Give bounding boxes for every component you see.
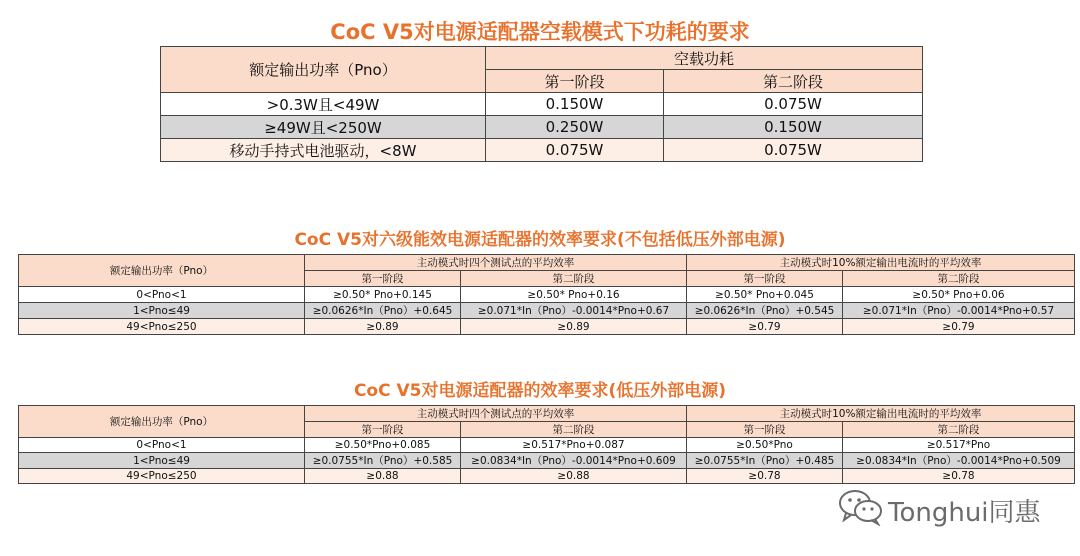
noload-power-table bbox=[160, 46, 923, 162]
table3-title: CoC V5对电源适配器的效率要求(低压外部电源) bbox=[353, 381, 727, 401]
cell-stage2: 0.150W bbox=[664, 116, 923, 139]
cell-value: ≥0.79 bbox=[687, 319, 843, 335]
cell-value: ≥0.89 bbox=[305, 319, 461, 335]
cell-value: ≥0.88 bbox=[461, 469, 687, 484]
cell-stage2: 0.075W bbox=[664, 93, 923, 116]
header-stage2: 第二阶段 bbox=[461, 271, 687, 287]
table2-title: CoC V5对六级能效电源适配器的效率要求(不包括低压外部电源) bbox=[294, 230, 786, 250]
cell-value: ≥0.0834*In（Pno）-0.0014*Pno+0.609 bbox=[461, 453, 687, 469]
cell-range: 移动手持式电池驱动，<8W bbox=[161, 139, 486, 162]
cell-range: 1<Pno≤49 bbox=[19, 303, 305, 319]
header-stage1: 第一阶段 bbox=[687, 271, 843, 287]
cell-value: ≥0.88 bbox=[305, 469, 461, 484]
table1-title: CoC V5对电源适配器空载模式下功耗的要求 bbox=[330, 20, 750, 44]
cell-value: ≥0.0755*In（Pno）+0.585 bbox=[305, 453, 461, 469]
cell-value: ≥0.78 bbox=[843, 469, 1075, 484]
cell-range: ≥49W且<250W bbox=[161, 116, 486, 139]
cell-value: ≥0.50* Pno+0.16 bbox=[461, 287, 687, 303]
watermark-text: Tonghui同惠 bbox=[888, 498, 1041, 528]
cell-value: ≥0.50* Pno+0.045 bbox=[687, 287, 843, 303]
cell-stage1: 0.150W bbox=[486, 93, 664, 116]
header-rated-power: 额定输出功率（Pno） bbox=[19, 406, 305, 438]
header-noload-power: 空载功耗 bbox=[486, 47, 923, 70]
cell-value: ≥0.50*Pno bbox=[687, 438, 843, 453]
header-stage2: 第二阶段 bbox=[843, 422, 1075, 438]
cell-value: ≥0.50*Pno+0.085 bbox=[305, 438, 461, 453]
table-row bbox=[19, 453, 1075, 469]
cell-value: ≥0.0755*In（Pno）+0.485 bbox=[687, 453, 843, 469]
cell-value: ≥0.517*Pno bbox=[843, 438, 1075, 453]
cell-value: ≥0.0626*In（Pno）+0.545 bbox=[687, 303, 843, 319]
cell-stage1: 0.250W bbox=[486, 116, 664, 139]
cell-value: ≥0.071*In（Pno）-0.0014*Pno+0.57 bbox=[843, 303, 1075, 319]
header-avg-efficiency-10pct: 主动模式时10%额定输出电流时的平均效率 bbox=[687, 255, 1075, 271]
header-stage1: 第一阶段 bbox=[305, 422, 461, 438]
table-row bbox=[161, 139, 923, 162]
efficiency-table-level6 bbox=[18, 254, 1075, 335]
cell-value: ≥0.78 bbox=[687, 469, 843, 484]
cell-value: ≥0.89 bbox=[461, 319, 687, 335]
cell-value: ≥0.50* Pno+0.145 bbox=[305, 287, 461, 303]
table-row bbox=[19, 287, 1075, 303]
table-row bbox=[19, 303, 1075, 319]
header-stage2: 第二阶段 bbox=[843, 271, 1075, 287]
cell-value: ≥0.79 bbox=[843, 319, 1075, 335]
header-avg-efficiency-4pts: 主动模式时四个测试点的平均效率 bbox=[305, 255, 687, 271]
header-stage1: 第一阶段 bbox=[305, 271, 461, 287]
header-avg-efficiency-4pts: 主动模式时四个测试点的平均效率 bbox=[305, 406, 687, 422]
header-stage2: 第二阶段 bbox=[461, 422, 687, 438]
cell-value: ≥0.0834*In（Pno）-0.0014*Pno+0.509 bbox=[843, 453, 1075, 469]
cell-stage2: 0.075W bbox=[664, 139, 923, 162]
cell-value: ≥0.0626*In（Pno）+0.645 bbox=[305, 303, 461, 319]
table-row bbox=[161, 116, 923, 139]
header-rated-power: 额定输出功率（Pno） bbox=[161, 47, 486, 93]
cell-range: 49<Pno≤250 bbox=[19, 319, 305, 335]
header-rated-power: 额定输出功率（Pno） bbox=[19, 255, 305, 287]
cell-range: 0<Pno<1 bbox=[19, 438, 305, 453]
table-row bbox=[19, 319, 1075, 335]
cell-stage1: 0.075W bbox=[486, 139, 664, 162]
cell-value: ≥0.50* Pno+0.06 bbox=[843, 287, 1075, 303]
table-row bbox=[19, 469, 1075, 484]
wechat-icon bbox=[838, 488, 888, 533]
header-stage2: 第二阶段 bbox=[664, 70, 923, 93]
header-stage1: 第一阶段 bbox=[687, 422, 843, 438]
cell-range: 49<Pno≤250 bbox=[19, 469, 305, 484]
table-row bbox=[161, 93, 923, 116]
cell-range: 0<Pno<1 bbox=[19, 287, 305, 303]
cell-value: ≥0.071*In（Pno）-0.0014*Pno+0.67 bbox=[461, 303, 687, 319]
cell-value: ≥0.517*Pno+0.087 bbox=[461, 438, 687, 453]
cell-range: >0.3W且<49W bbox=[161, 93, 486, 116]
table-row bbox=[19, 438, 1075, 453]
cell-range: 1<Pno≤49 bbox=[19, 453, 305, 469]
header-stage1: 第一阶段 bbox=[486, 70, 664, 93]
watermark bbox=[838, 488, 1041, 533]
efficiency-table-low-voltage bbox=[18, 405, 1075, 484]
header-avg-efficiency-10pct: 主动模式时10%额定输出电流时的平均效率 bbox=[687, 406, 1075, 422]
